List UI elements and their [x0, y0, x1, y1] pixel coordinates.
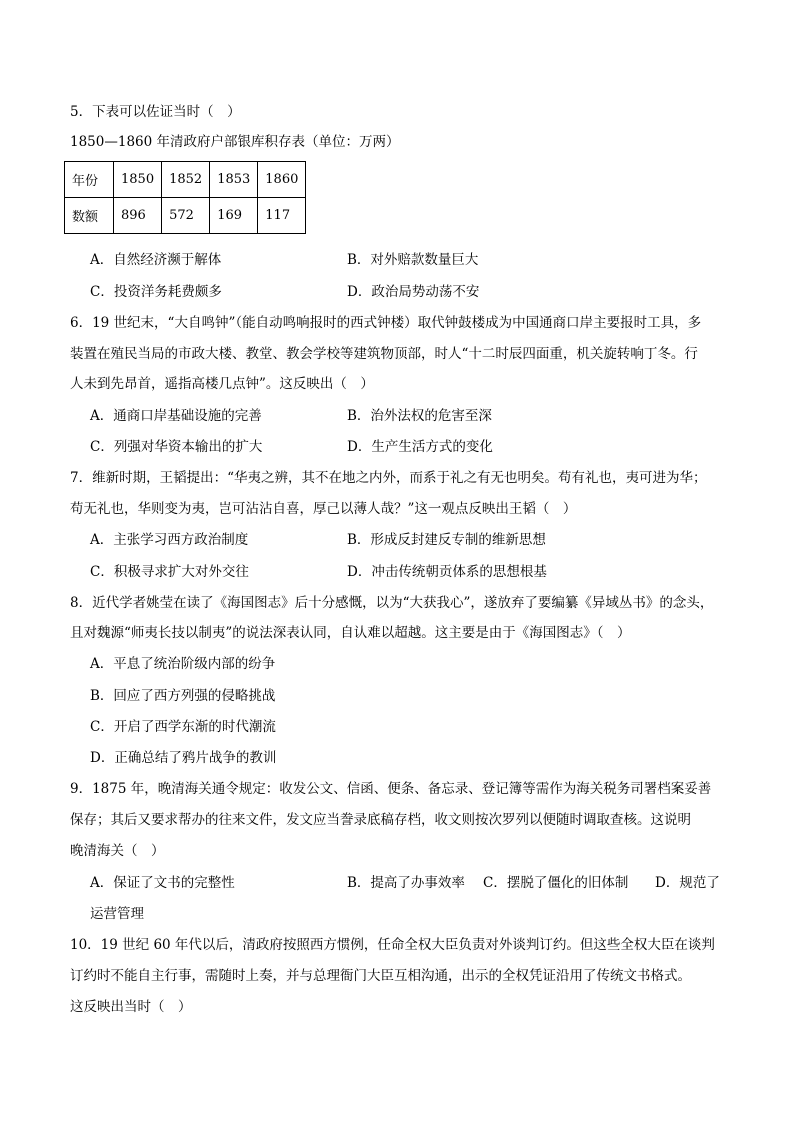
q6-option-c: C．列强对华资本输出的扩大 — [90, 439, 263, 455]
table-cell: 896 — [114, 198, 162, 234]
q6-option-b: B．治外法权的危害至深 — [347, 408, 492, 424]
q5-option-c: C．投资洋务耗费颇多 — [90, 284, 222, 300]
q6-stem-line2: 装置在殖民当局的市政大楼、教堂、教会学校等建筑物顶部，时人“十二时辰四面重，机关旋转响丁冬。行 — [70, 346, 698, 362]
q9-option-a: A．保证了文书的完整性 — [90, 875, 235, 891]
q8-option-a: A．平息了统治阶级内部的纷争 — [90, 656, 276, 672]
q9-option-d-continued: 运营管理 — [90, 906, 144, 922]
table-cell: 数额 — [65, 198, 114, 234]
q7-option-b: B．形成反封建反专制的维新思想 — [347, 532, 546, 548]
q10-stem-line2: 订约时不能自主行事，需随时上奏，并与总理衙门大臣互相沟通，出示的全权凭证沿用了传统文书格式。 — [70, 968, 691, 984]
q5-stem: 5．下表可以佐证当时（ ） — [70, 104, 241, 120]
table-cell: 1850 — [114, 162, 162, 198]
q5-option-b: B．对外赔款数量巨大 — [347, 252, 479, 268]
q10-stem-line3: 这反映出当时（ ） — [70, 999, 192, 1015]
q7-stem-line2: 苟无礼也，华则变为夷，岂可沾沾自喜，厚己以薄人哉？”这一观点反映出王韬（ ） — [70, 501, 577, 517]
q7-option-c: C．积极寻求扩大对外交往 — [90, 564, 249, 580]
q5-data-table — [64, 161, 306, 234]
q5-option-d: D．政治局势动荡不安 — [347, 284, 480, 300]
q5-option-a: A．自然经济濒于解体 — [90, 252, 222, 268]
table-cell: 1860 — [258, 162, 306, 198]
q9-stem-line3: 晚清海关（ ） — [70, 843, 165, 859]
q8-stem-line2: 且对魏源“师夷长技以制夷”的说法深表认同，自认难以超越。这主要是由于《海国图志》（ ） — [70, 625, 631, 641]
table-cell: 年份 — [65, 162, 114, 198]
q8-option-b: B．回应了西方列强的侵略挑战 — [90, 688, 276, 704]
table-cell: 117 — [258, 198, 306, 234]
q9-option-c: C．摆脱了僵化的旧体制 — [483, 875, 629, 891]
table-cell: 572 — [162, 198, 210, 234]
table-row — [65, 162, 306, 198]
q6-stem-line1: 6．19 世纪末，“大自鸣钟”（能自动鸣响报时的西式钟楼）取代钟鼓楼成为中国通商口岸主要报时工具，多 — [70, 315, 702, 331]
table-cell: 1853 — [210, 162, 258, 198]
q9-stem-line1: 9．1875 年，晚清海关通令规定：收发公文、信函、便条、备忘录、登记簿等需作为海关税务司署档案妥善 — [70, 781, 712, 797]
q6-option-d: D．生产生活方式的变化 — [347, 439, 493, 455]
table-cell: 1852 — [162, 162, 210, 198]
q8-stem-line1: 8．近代学者姚莹在读了《海国图志》后十分感慨，以为“大获我心”，遂放弃了要编纂《异域丛书》的念头， — [70, 595, 714, 611]
q6-option-a: A．通商口岸基础设施的完善 — [90, 408, 262, 424]
q9-option-b: B．提高了办事效率 — [347, 875, 465, 891]
q9-stem-line2: 保存；其后又要求帮办的往来文件，发文应当誊录底稿存档，收文则按次罗列以便随时调取查核。这说明 — [70, 812, 691, 828]
table-cell: 169 — [210, 198, 258, 234]
q6-stem-line3: 人未到先昂首，遥指高楼几点钟”。这反映出（ ） — [70, 376, 374, 392]
q9-option-d: D．规范了 — [655, 875, 720, 891]
q7-option-a: A．主张学习西方政治制度 — [90, 532, 249, 548]
q7-stem-line1: 7．维新时期，王韬提出：“华夷之辨，其不在地之内外，而系于礼之有无也明矣。苟有礼也，夷可进为华； — [70, 470, 707, 486]
q8-option-d: D．正确总结了鸦片战争的教训 — [90, 750, 277, 766]
q10-stem-line1: 10．19 世纪 60 年代以后，清政府按照西方惯例，任命全权大臣负责对外谈判订约。但这些全权大臣在谈判 — [70, 937, 715, 953]
q7-option-d: D．冲击传统朝贡体系的思想根基 — [347, 564, 547, 580]
q5-table-title: 1850—1860 年清政府户部银库积存表（单位：万两） — [70, 134, 400, 150]
table-row — [65, 198, 306, 234]
q8-option-c: C．开启了西学东渐的时代潮流 — [90, 719, 276, 735]
